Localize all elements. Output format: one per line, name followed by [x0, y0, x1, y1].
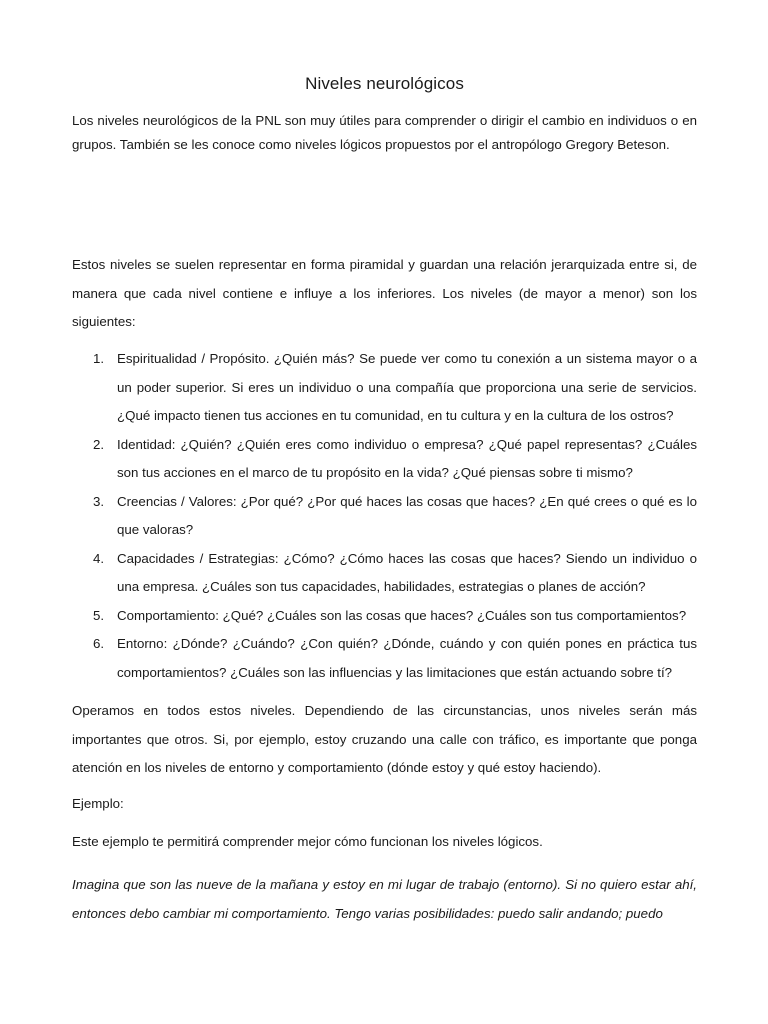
levels-intro-paragraph: Estos niveles se suelen representar en forma piramidal y guardan una relación jerarquizada entre si, de manera que cada nivel contiene e influye a los inferiores. Los niveles (de mayor a menor) son los siguientes:: [72, 257, 697, 329]
example-label: Ejemplo:: [72, 796, 124, 811]
list-item-number: 2.: [93, 436, 105, 452]
list-item: [72, 345, 697, 431]
list-item-number: 5.: [93, 607, 105, 623]
list-item-text: Capacidades / Estrategias: ¿Cómo? ¿Cómo haces las cosas que haces? Siendo un individuo o una empresa. ¿Cuáles son tus capacidades, habilidades, estrategias o planes de acción?: [117, 550, 697, 594]
levels-list: [72, 345, 697, 687]
list-item: [72, 545, 697, 602]
list-item: [72, 602, 697, 631]
operamos-paragraph: Operamos en todos estos niveles. Dependiendo de las circunstancias, unos niveles serán más importantes que otros. Si, por ejemplo, estoy cruzando una calle con tráfico, es importante que ponga atención en los niveles de entorno y comportamiento (dónde estoy y qué estoy haciendo).: [72, 703, 697, 775]
list-item-text: Espiritualidad / Propósito. ¿Quién más? Se puede ver como tu conexión a un sistema mayor o a un poder superior. Si eres un individuo o una compañía que proporciona una serie de servicios. ¿Qué impacto tienen tus acciones en tu comunidad, en tu cultura y en la cultura de los ostros?: [117, 351, 697, 423]
list-item-number: 3.: [93, 493, 105, 509]
list-item: [72, 431, 697, 488]
list-item: [72, 488, 697, 545]
list-item: [72, 630, 697, 687]
list-item-text: Creencias / Valores: ¿Por qué? ¿Por qué haces las cosas que haces? ¿En qué crees o qué es lo que valoras?: [117, 493, 697, 537]
list-item-number: 4.: [93, 550, 105, 566]
list-item-number: 1.: [93, 351, 105, 366]
list-item-number: 6.: [93, 636, 105, 651]
italic-example-paragraph: Imagina que son las nueve de la mañana y estoy en mi lugar de trabajo (entorno). Si no quiero estar ahí, entonces debo cambiar mi comportamiento. Tengo varias posibilidades: puedo salir andando; puedo: [72, 877, 697, 921]
list-item-text: Comportamiento: ¿Qué? ¿Cuáles son las cosas que haces? ¿Cuáles son tus comportamientos?: [117, 607, 687, 623]
list-item-text: Entorno: ¿Dónde? ¿Cuándo? ¿Con quién? ¿Dónde, cuándo y con quién pones en práctica tus comportamientos? ¿Cuáles son las influencias y las limitaciones que están actuando sobre tí?: [117, 636, 697, 680]
example-text: Este ejemplo te permitirá comprender mejor cómo funcionan los niveles lógicos.: [72, 834, 543, 849]
page-title: Niveles neurológicos: [305, 74, 464, 93]
list-item-text: Identidad: ¿Quién? ¿Quién eres como individuo o empresa? ¿Qué papel representas? ¿Cuáles son tus acciones en el marco de tu propósito en la vida? ¿Qué piensas sobre ti mismo?: [117, 436, 697, 480]
intro-paragraph: Los niveles neurológicos de la PNL son muy útiles para comprender o dirigir el cambio en individuos o en grupos. También se les conoce como niveles lógicos propuestos por el antropólogo Gregory Beteson.: [72, 113, 697, 152]
